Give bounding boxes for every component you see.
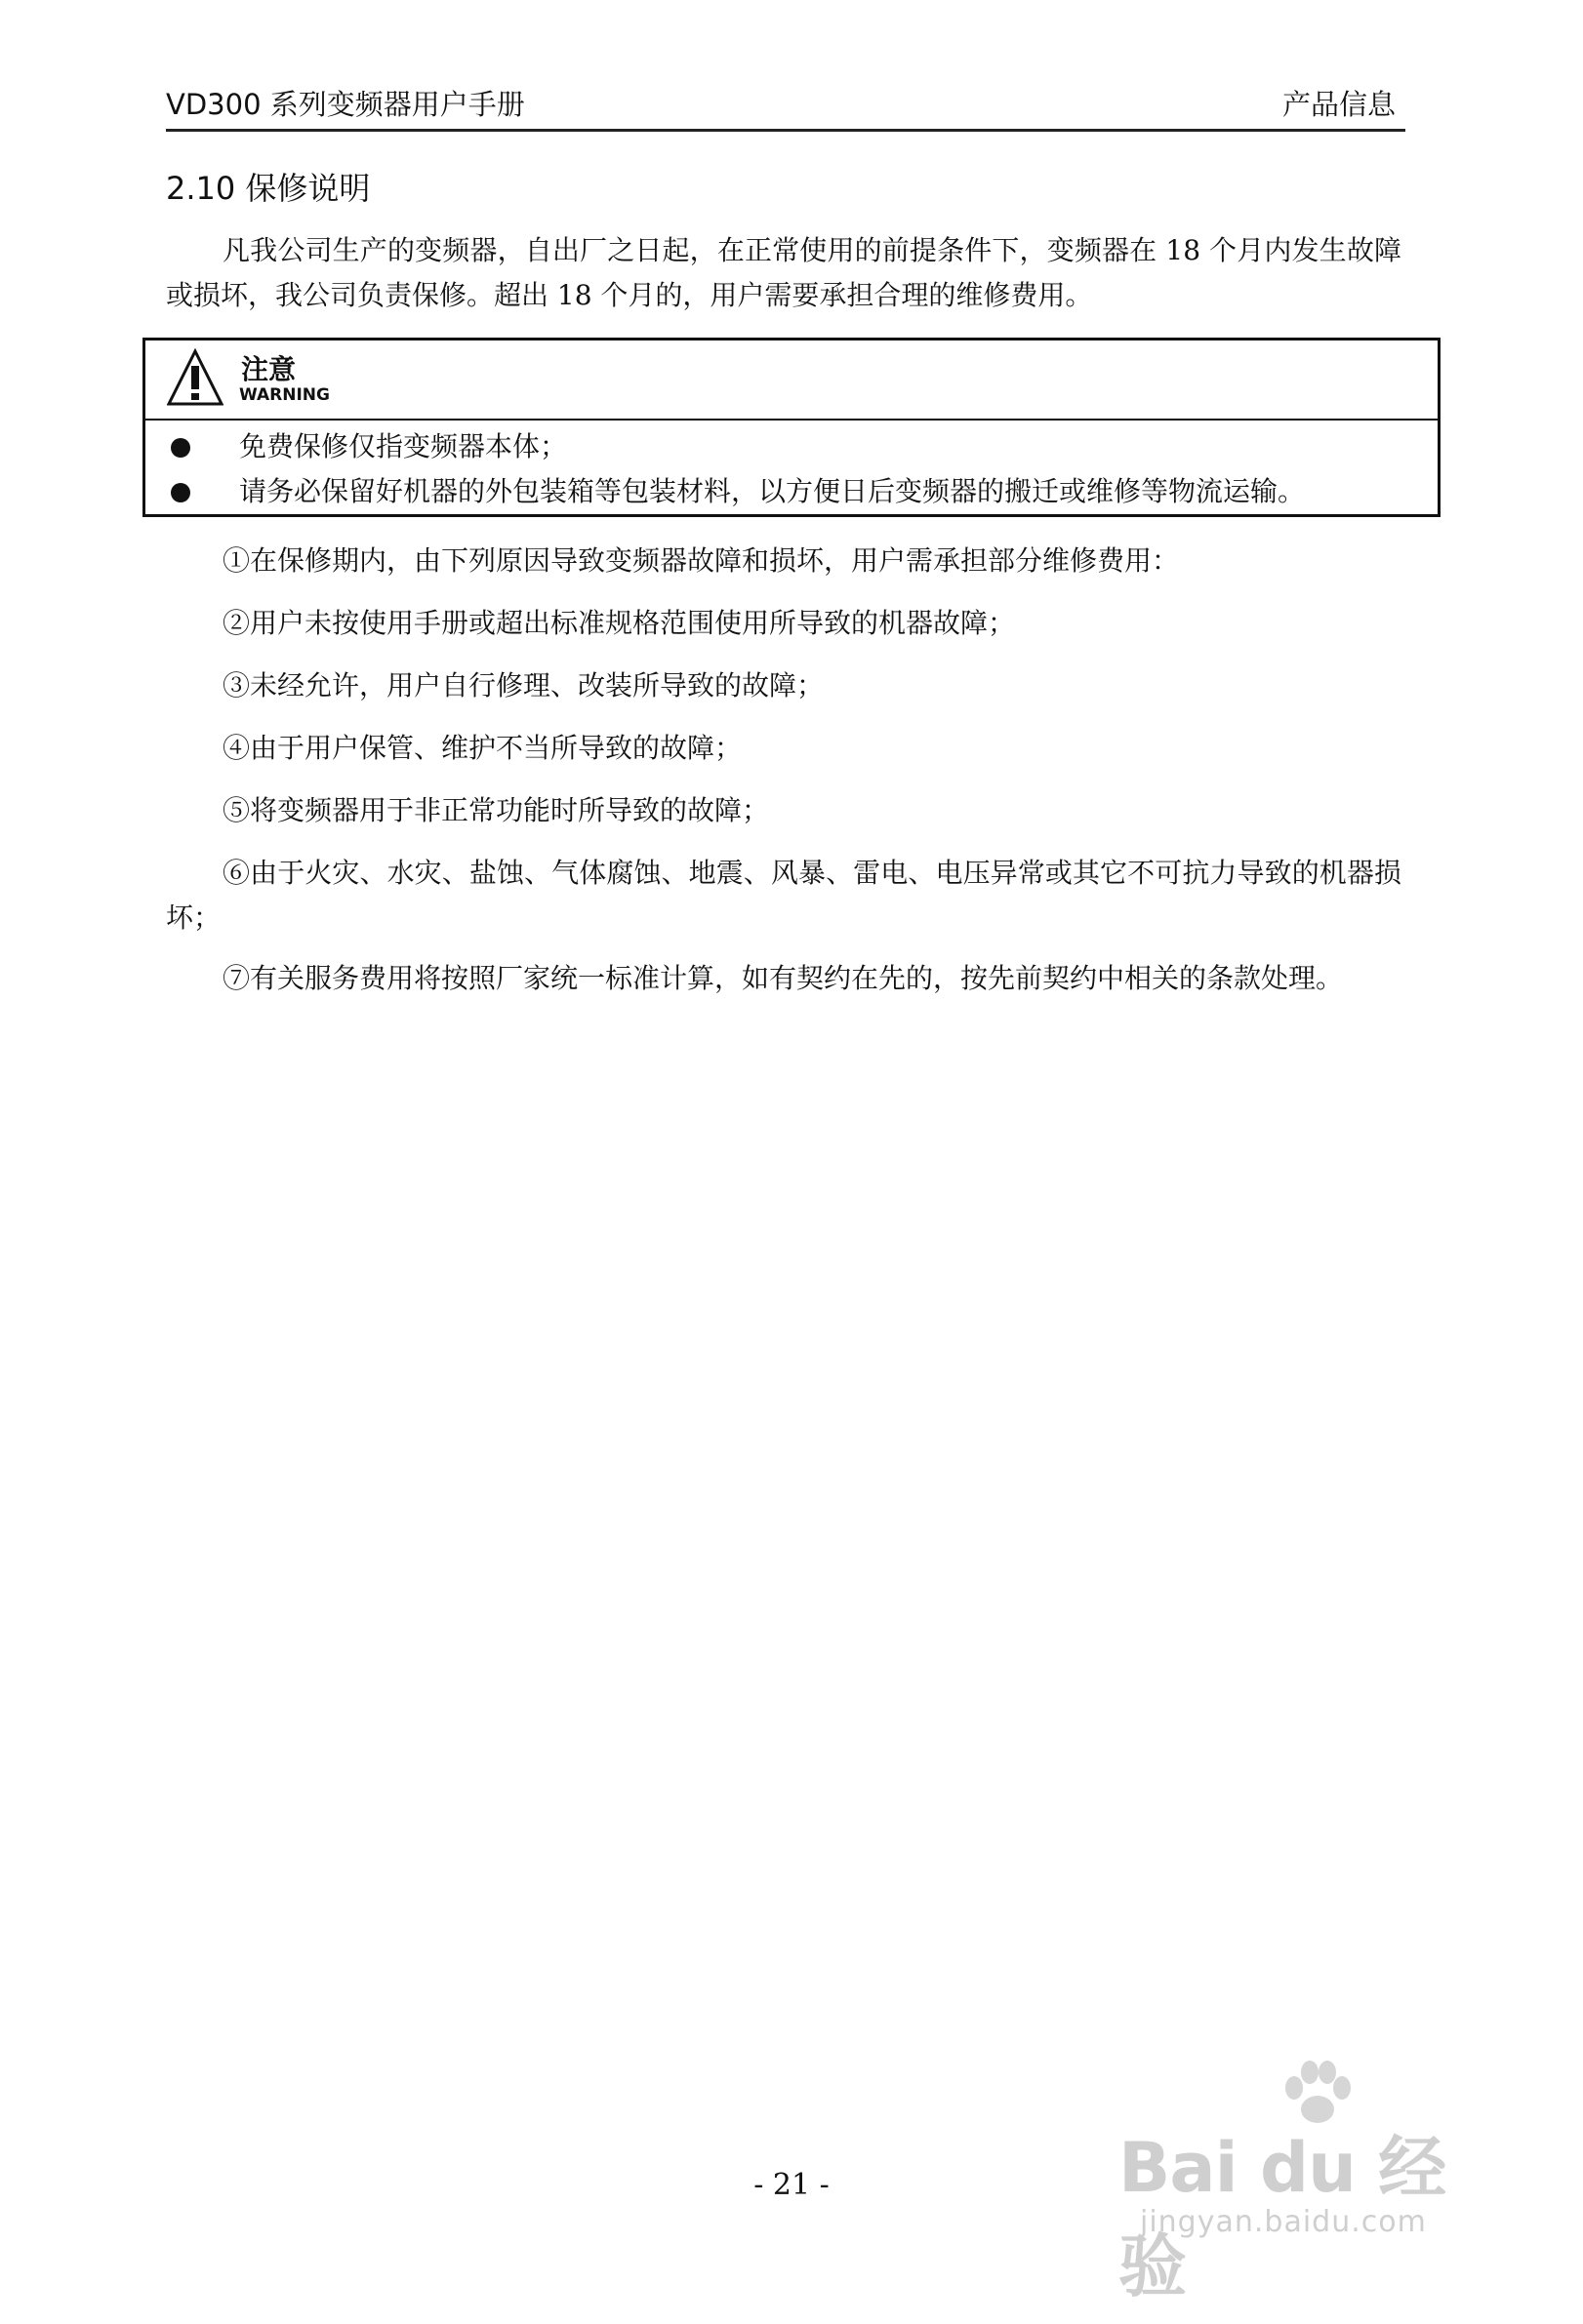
warning-item-text: 请务必保留好机器的外包装箱等包装材料，以方便日后变频器的搬迁或维修等物流运输。 (239, 475, 1306, 507)
list-item: ④由于用户保管、维护不当所导致的故障； (223, 732, 743, 764)
list-item: ⑥由于火灾、水灾、盐蚀、气体腐蚀、地震、风暴、雷电、电压异常或其它不可抗力导致的机器损坏； (166, 857, 1401, 934)
warning-item (145, 424, 1438, 469)
warning-triangle-icon (167, 348, 223, 407)
bullet-icon (171, 438, 190, 458)
warning-item (145, 469, 1438, 514)
header-manual-title: VD300 系列变频器用户手册 (166, 88, 525, 121)
bullet-icon (171, 483, 190, 502)
warning-title: 注意 (241, 353, 297, 385)
watermark-url: jingyan.baidu.com (1140, 2205, 1427, 2239)
intro-paragraph: 凡我公司生产的变频器，自出厂之日起，在正常使用的前提条件下，变频器在 18 个月内发生故障或损坏，我公司负责保修。超出 18 个月的，用户需要承担合理的维修费用。 (166, 234, 1401, 311)
list-item: ⑦有关服务费用将按照厂家统一标准计算，如有契约在先的，按先前契约中相关的条款处理。 (223, 962, 1344, 994)
page-header (166, 86, 1405, 132)
list-item: ⑤将变频器用于非正常功能时所导致的故障； (223, 794, 770, 826)
section-title: 2.10 保修说明 (166, 170, 371, 207)
warning-box (142, 338, 1441, 517)
list-item: ②用户未按使用手册或超出标准规格范围使用所导致的机器故障； (223, 607, 1016, 639)
list-item: ③未经允许，用户自行修理、改装所导致的故障； (223, 669, 825, 701)
list-item: ①在保修期内，由下列原因导致变频器故障和损坏，用户需承担部分维修费用： (223, 544, 1180, 577)
baidu-watermark (1113, 2059, 1503, 2306)
watermark-brand: Bai du 经验 (1118, 2128, 1446, 2306)
warning-header (145, 341, 1438, 421)
page-number: - 21 - (753, 2168, 830, 2202)
header-section-name: 产品信息 (1281, 88, 1396, 121)
warning-item-text: 免费保修仅指变频器本体； (239, 430, 568, 462)
warning-subtitle: WARNING (239, 385, 330, 405)
